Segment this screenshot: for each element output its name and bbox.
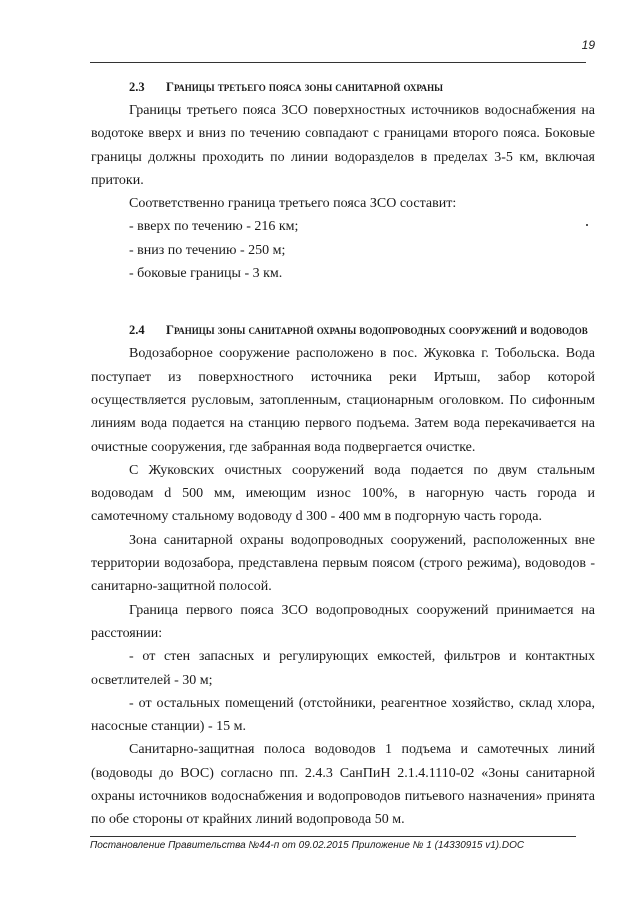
list-item: - вниз по течению - 250 м; — [129, 242, 286, 258]
section-title: Границы зоны санитарной охраны водопроводных сооружений и водоводов — [166, 323, 588, 338]
footer-text: Постановление Правительства №44-п от 09.02.2015 Приложение № 1 (14330915 v1).DOC — [90, 840, 525, 851]
paragraph: Водозаборное сооружение расположено в пос. Жуковка г. Тобольска. Вода поступает из поверхностного источника реки Иртыш, забор которой осуществляется русловым, затопленным, стационарным оголовком. По сифонным линиям вода подается на станцию первого подъема. Затем вода перекачивается на очистные сооружения, где забранная вода подвергается очистке. — [91, 346, 595, 455]
paragraph: Соответственно граница третьего пояса ЗСО составит: — [129, 196, 457, 212]
section-number: 2.4 — [129, 323, 145, 338]
list-item: - боковые границы - 3 км. — [129, 266, 283, 282]
section-heading-2-3 — [91, 76, 595, 99]
page-number: 19 — [581, 38, 595, 52]
section-heading-2-4 — [91, 319, 595, 342]
list-item: - от остальных помещений (отстойники, реагентное хозяйство, склад хлора, насосные станции) - 15 м. — [91, 695, 595, 735]
stray-dot — [586, 224, 588, 226]
paragraph: Граница первого пояса ЗСО водопроводных сооружений принимается на расстоянии: — [91, 602, 595, 641]
paragraph: С Жуковских очистных сооружений вода подается по двум стальным водоводам d 500 мм, имеющим износ 100%, в нагорную часть города и самотечному стальному водоводу d 300 - 400 мм в подгорную часть города. — [91, 462, 595, 525]
paragraph: Границы третьего пояса ЗСО поверхностных источников водоснабжения на водотоке вверх и вниз по течению совпадают с границами второго пояса. Боковые границы должны проходить по линии водоразделов в пределах 3-5 км, включая притоки. — [91, 103, 595, 188]
list-item: - от стен запасных и регулирующих емкостей, фильтров и контактных осветлителей - 30 м; — [91, 649, 595, 688]
page-content — [91, 76, 595, 832]
section-number: 2.3 — [129, 80, 145, 94]
header-rule — [90, 62, 586, 63]
section-title: Границы третьего пояса зоны санитарной охраны — [166, 80, 444, 94]
paragraph: Зона санитарной охраны водопроводных сооружений, расположенных вне территории водозабора, представлена первым поясом (строго режима), водоводов - санитарно-защитной полосой. — [91, 532, 595, 595]
footer-rule — [90, 836, 576, 837]
paragraph: Санитарно-защитная полоса водоводов 1 подъема и самотечных линий (водоводы до ВОС) согласно пп. 2.4.3 СанПиН 2.1.4.1110-02 «Зоны санитарной охраны источников водоснабжения и водопроводов питьевого назначения» принята по обе стороны от крайних линий водопровода 50 м. — [91, 742, 595, 828]
list-item: - вверх по течению - 216 км; — [129, 219, 299, 235]
